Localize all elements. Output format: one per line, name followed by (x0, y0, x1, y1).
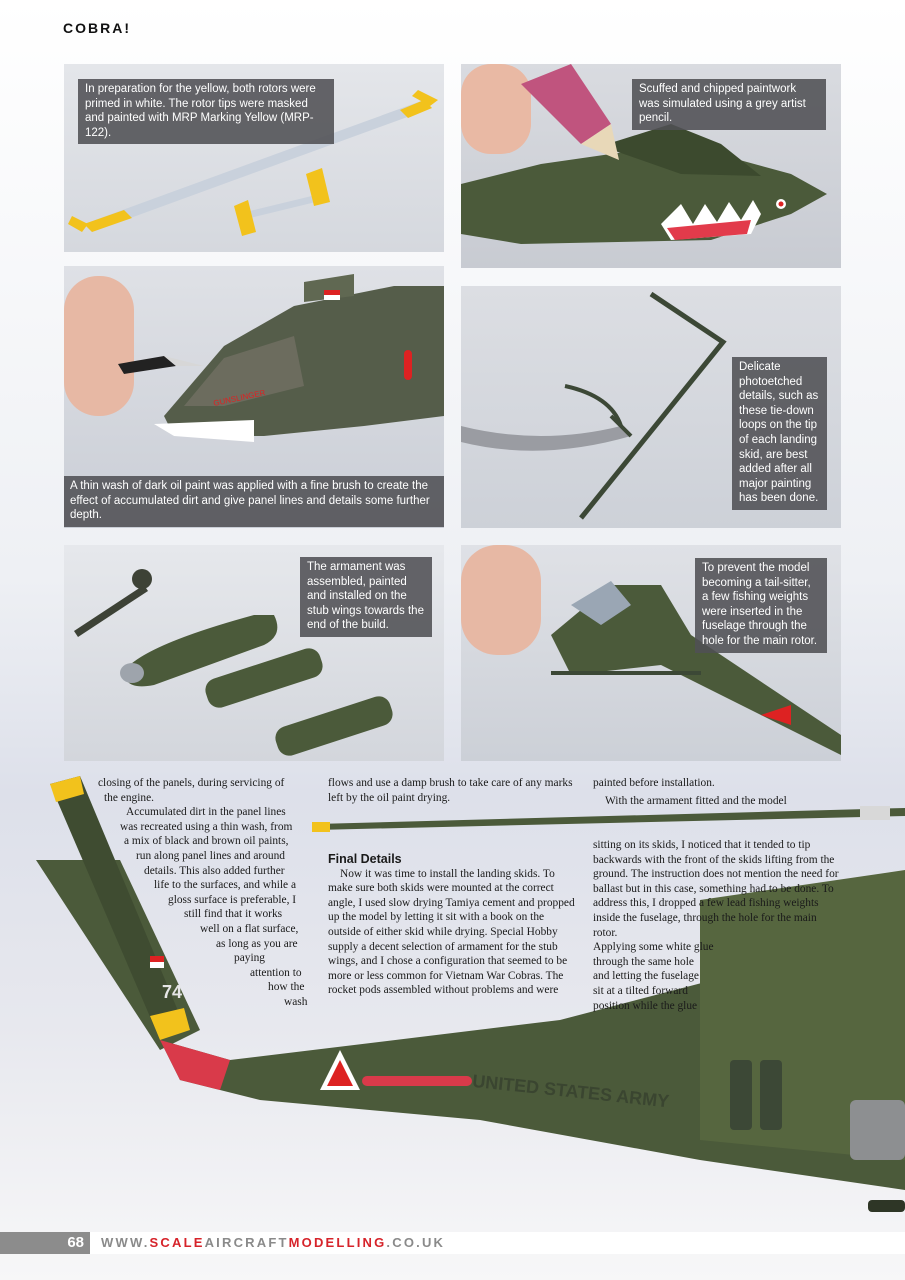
photo-weights (461, 545, 841, 761)
col1-line-2: the engine. (104, 791, 154, 804)
boom-marking-text: UNITED STATES ARMY (471, 1070, 671, 1112)
col1-line-3: Accumulated dirt in the panel lines (126, 806, 286, 819)
col3-p1: painted before installation. (593, 777, 715, 789)
col1-line-12: as long as you are (216, 937, 298, 950)
article-column-3-top (593, 776, 843, 808)
page-number: 68 (0, 1232, 90, 1254)
photo-armament (64, 545, 444, 761)
caption-rotors: In preparation for the yellow, both rotors were primed in white. The rotor tips were masked and painted with MRP Marking Yellow (MRP-122). (78, 79, 334, 144)
photo-rotors (64, 64, 444, 252)
col3-p2: With the armament fitted and the model (605, 794, 787, 807)
col2-intro: flows and use a damp brush to take care of any marks left by the oil paint drying. (328, 777, 573, 804)
url-modelling: MODELLING (288, 1235, 387, 1250)
col1-line-5: a mix of black and brown oil paints, (124, 835, 289, 848)
photo-loops (461, 286, 841, 528)
col1-line-4: was recreated using a thin wash, from (120, 820, 293, 833)
col3-tail-line-4: sit at a tilted forward (593, 984, 688, 997)
col3-tail-line-2: through the same hole (593, 955, 694, 968)
col1-line-1: closing of the panels, during servicing of (98, 777, 285, 789)
col3-tail-line-3: and letting the fuselage (593, 970, 699, 983)
tail-number-text: 74 (162, 982, 183, 1002)
article-column-2-top (328, 776, 576, 805)
url-prefix: WWW. (101, 1235, 150, 1250)
caption-pencil: Scuffed and chipped paintwork was simulated using a grey artist pencil. (632, 79, 826, 130)
col1-line-14: attention to (250, 966, 302, 979)
col1-line-16: wash (284, 995, 308, 1008)
col1-line-7: details. This also added further (144, 864, 285, 877)
col1-line-15: how the (268, 981, 305, 994)
col1-line-6: run along panel lines and around (136, 849, 285, 862)
url-scale: SCALE (149, 1235, 205, 1250)
col2-paragraph: Now it was time to install the landing skids. To make sure both skids were mounted at the correct angle, I used slow drying Tamiya cement and propped up the model by letting it sit with a book on the outside of either skid while drying. Special Hobby supply a decent selection of armament for the stub wings, and I chose a configuration that seemed to be more or less common for Vietnam War Cobras. The rocket pods assembled without problems and were (328, 867, 575, 997)
nose-name-text: GUNSLINGER (212, 388, 267, 408)
col3-tail-line-1: Applying some white glue (593, 941, 714, 954)
caption-wash: A thin wash of dark oil paint was applied with a fine brush to create the effect of accumulated dirt and give panel lines and details some further depth. (64, 476, 444, 527)
photo-wash (64, 266, 444, 528)
article-column-3-bottom (593, 838, 843, 1013)
caption-armament: The armament was assembled, painted and installed on the stub wings towards the end of the build. (300, 557, 432, 637)
col3-p3: sitting on its skids, I noticed that it tended to tip backwards with the front of the skids lifting from the ground. The instruction does not mention the need for ballast but in this case, something had to be done. To address this, I dropped a few lead fishing weights inside the fuselage, through the hole for the main rotor. (593, 839, 839, 939)
running-header: COBRA! (63, 20, 131, 36)
caption-loops: Delicate photoetched details, such as these tie-down loops on the tip of each landing skid, are best added after all major painting has been done. (732, 357, 827, 510)
article-column-1 (98, 776, 310, 1010)
col1-line-9: gloss surface is preferable, I (168, 893, 297, 906)
col1-line-8: life to the surfaces, and while a (154, 879, 297, 892)
photo-pencil (461, 64, 841, 268)
col3-tail-line-5: position while the glue (593, 999, 698, 1012)
col1-line-13: paying (234, 952, 266, 965)
col1-line-10: still find that it works (184, 908, 283, 921)
article-column-2-bottom (328, 852, 576, 998)
caption-weights: To prevent the model becoming a tail-sitter, a few fishing weights were inserted in the fuselage through the hole for the main rotor. (695, 558, 827, 653)
col1-line-11: well on a flat surface, (200, 922, 299, 935)
section-heading-final-details: Final Details (328, 852, 402, 866)
url-suffix: .CO.UK (386, 1235, 446, 1250)
website-url[interactable] (101, 1235, 445, 1250)
url-aircraft: AIRCRAFT (204, 1235, 289, 1250)
